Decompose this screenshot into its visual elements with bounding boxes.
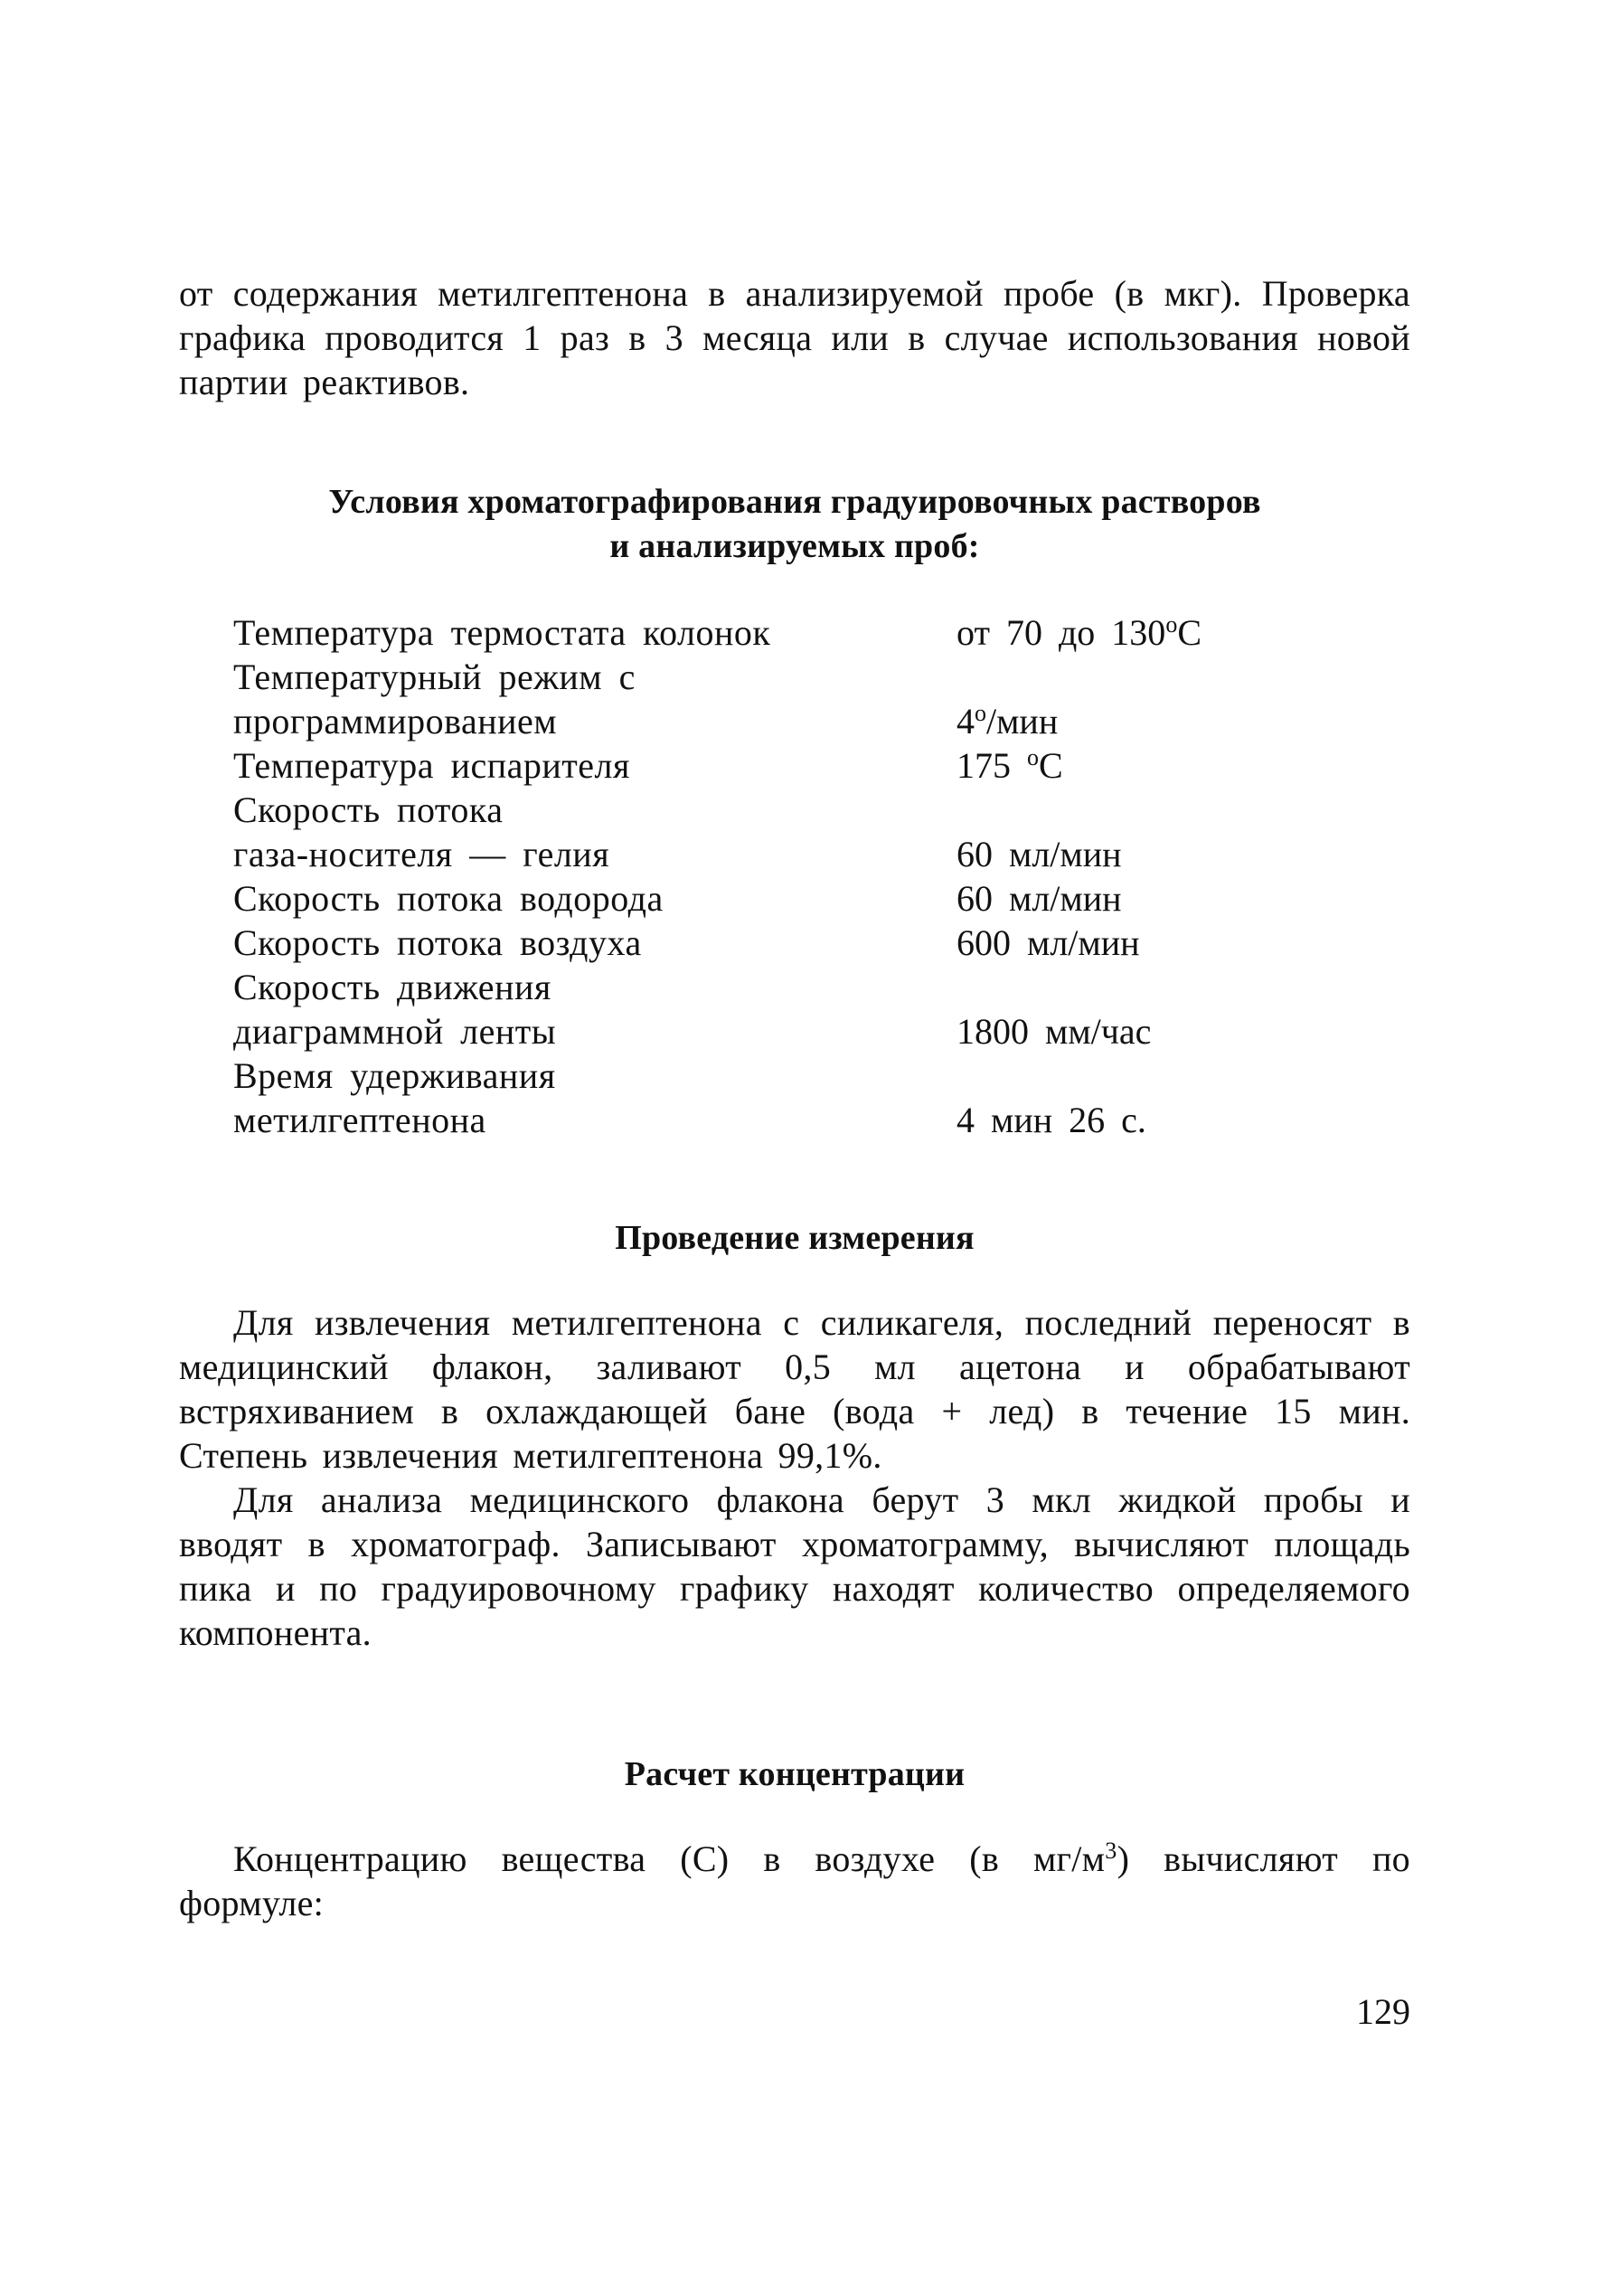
condition-label (233, 921, 956, 965)
calculation-text-start: Концентрацию вещества (С) в воздухе (в мг/м (233, 1838, 1106, 1879)
condition-row (233, 655, 1318, 743)
condition-label-line: Время удерживания (233, 1055, 556, 1096)
condition-value-text: 1800 мм/час (956, 1011, 1152, 1052)
calculation-heading: Расчет концентрации (624, 1755, 966, 1793)
conditions-heading-line1: Условия хроматографирования градуировочных растворов (328, 483, 1261, 521)
condition-label-line: Температура термостата колонок (233, 612, 771, 653)
condition-row (233, 921, 1318, 965)
measurement-heading: Проведение измерения (615, 1219, 975, 1257)
condition-label (233, 1054, 956, 1142)
degree-superscript: о (975, 700, 986, 726)
conditions-table (233, 610, 1318, 1142)
condition-label-line: метилгептенона (233, 1100, 486, 1140)
calculation-text-end: ) вычисляют по формуле: (179, 1838, 1410, 1923)
condition-label-line: Температурный режим с (233, 657, 636, 697)
condition-row (233, 788, 1318, 876)
intro-paragraph: от содержания метилгептенона в анализируемой пробе (в мкг). Проверка графика проводится 1 раз в 3 месяца или в случае использования новой партии реактивов. (179, 273, 1410, 402)
condition-value-text: 175 (956, 745, 1027, 786)
condition-row (233, 876, 1318, 921)
condition-label-line: Скорость потока (233, 789, 504, 830)
degree-superscript: о (1027, 744, 1039, 770)
measurement-paragraph-1: Для извлечения метилгептенона с силикагеля, последний переносят в медицинский флакон, заливают 0,5 мл ацетона и обрабатывают встряхиванием в охлаждающей бане (вода + лед) в течение 15 мин. Степень извлечения метилгептенона 99,1%. (179, 1302, 1410, 1476)
condition-row (233, 743, 1318, 788)
condition-label-line: диаграммной ленты (233, 1011, 557, 1052)
condition-value-text: 600 мл/мин (956, 922, 1140, 963)
condition-value (956, 699, 1318, 743)
condition-value (956, 921, 1318, 965)
conditions-heading-line2: и анализируемых проб: (609, 527, 980, 565)
condition-unit: С (1177, 612, 1202, 653)
condition-label (233, 610, 956, 655)
condition-label (233, 655, 956, 743)
condition-label-line: Скорость движения (233, 967, 551, 1007)
condition-unit: С (1039, 745, 1063, 786)
condition-label-line: Температура испарителя (233, 745, 630, 786)
condition-row (233, 1054, 1318, 1142)
condition-value (956, 743, 1318, 788)
calculation-paragraph (179, 1837, 1410, 1925)
condition-label-line: программированием (233, 701, 558, 742)
condition-unit: /мин (986, 701, 1059, 742)
calculation-superscript: 3 (1105, 1838, 1117, 1864)
condition-value-text: 4 (956, 701, 975, 742)
document-page (179, 271, 1410, 1925)
condition-label-line: Скорость потока воздуха (233, 922, 642, 963)
condition-value-text: 60 мл/мин (956, 834, 1122, 874)
condition-value (956, 832, 1318, 876)
degree-superscript: о (1165, 611, 1178, 638)
condition-value-text: от 70 до 130 (956, 612, 1166, 653)
measurement-paragraph-2: Для анализа медицинского флакона берут 3 мкл жидкой пробы и вводят в хроматограф. Записывают хроматограмму, вычисляют площадь пика и по градуировочному графику находят количество определяемого компонента. (179, 1479, 1410, 1653)
conditions-heading (179, 480, 1410, 569)
page-number: 129 (1356, 1991, 1410, 2032)
condition-value (956, 876, 1318, 921)
condition-value (956, 1009, 1318, 1054)
condition-value (956, 1098, 1318, 1142)
condition-label (233, 743, 956, 788)
condition-label (233, 876, 956, 921)
condition-value (956, 610, 1318, 655)
condition-row (233, 965, 1318, 1054)
condition-row (233, 610, 1318, 655)
condition-value-text: 60 мл/мин (956, 878, 1122, 919)
condition-value-text: 4 мин 26 с. (956, 1100, 1146, 1140)
condition-label (233, 965, 956, 1054)
condition-label-line: Скорость потока водорода (233, 878, 664, 919)
condition-label (233, 788, 956, 876)
condition-label-line: газа-носителя — гелия (233, 834, 610, 874)
